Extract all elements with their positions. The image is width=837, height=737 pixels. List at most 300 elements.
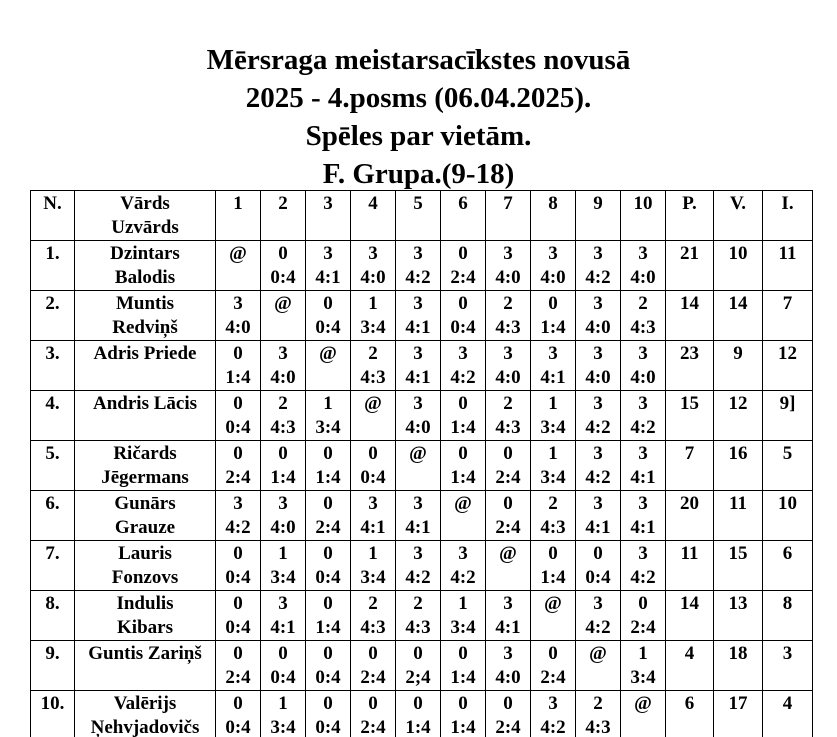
match-cell — [216, 241, 261, 291]
p-value: 4 — [684, 643, 695, 664]
match-points: @ — [589, 643, 607, 664]
row-number-cell — [31, 241, 75, 291]
row-number: 5. — [45, 443, 60, 464]
col-header-n — [31, 191, 75, 241]
match-score: 0:4 — [225, 567, 251, 588]
match-cell — [486, 291, 531, 341]
match-score — [216, 266, 260, 290]
match-score: 0:4 — [450, 317, 476, 338]
player-name-line2 — [75, 366, 215, 390]
match-cell — [261, 341, 306, 391]
match-cell — [531, 691, 576, 737]
player-name-cell — [75, 541, 216, 591]
match-cell — [621, 441, 666, 491]
match-cell — [486, 641, 531, 691]
match-score: 2:4 — [360, 667, 386, 688]
col-header-round-label: 9 — [593, 193, 603, 214]
p-value: 7 — [684, 443, 695, 464]
i-cell — [763, 291, 813, 341]
p-cell — [666, 541, 714, 591]
match-cell — [306, 591, 351, 641]
match-cell — [396, 441, 441, 491]
player-name-cell — [75, 641, 216, 691]
match-points: @ — [544, 593, 562, 614]
match-score: 1:4 — [450, 417, 476, 438]
i-value: 7 — [782, 293, 793, 314]
col-header-name — [75, 191, 216, 241]
player-name-line1: Adris Priede — [93, 343, 197, 364]
match-cell — [486, 691, 531, 737]
match-score: 3:4 — [540, 467, 566, 488]
row-number-cell — [31, 591, 75, 641]
match-cell — [261, 491, 306, 541]
match-points: 2 — [593, 693, 603, 714]
i-value: 12 — [778, 343, 797, 364]
player-name-line1: Muntis — [115, 293, 175, 314]
col-header-round-8 — [531, 191, 576, 241]
match-cell — [486, 391, 531, 441]
match-score: 4:2 — [450, 567, 476, 588]
match-score — [351, 416, 395, 440]
match-score: 4:0 — [405, 417, 431, 438]
col-header-round-4 — [351, 191, 396, 241]
match-points: 3 — [593, 243, 603, 264]
match-score: 1:4 — [270, 467, 296, 488]
match-cell — [441, 641, 486, 691]
match-points: 2 — [503, 393, 513, 414]
match-points: 0 — [323, 543, 333, 564]
match-score: 4:1 — [495, 617, 521, 638]
match-score: 2:4 — [495, 717, 521, 737]
match-score: 2:4 — [630, 617, 656, 638]
match-score: 4:3 — [585, 717, 611, 737]
match-points: 0 — [323, 293, 333, 314]
match-points: 2 — [368, 593, 378, 614]
match-score: 3:4 — [360, 317, 386, 338]
match-score: 2:4 — [225, 467, 251, 488]
match-score: 0:4 — [270, 267, 296, 288]
row-number-cell — [31, 691, 75, 737]
title-line-3: Spēles par vietām. — [305, 120, 532, 152]
match-score: 4:3 — [540, 517, 566, 538]
p-cell — [666, 641, 714, 691]
match-points: 3 — [278, 343, 288, 364]
table-row — [31, 341, 813, 391]
v-cell — [714, 591, 763, 641]
match-points: 0 — [233, 443, 243, 464]
page-title — [0, 41, 837, 193]
p-value: 15 — [680, 393, 699, 414]
table-row — [31, 391, 813, 441]
match-cell — [261, 391, 306, 441]
match-score: 3:4 — [630, 667, 656, 688]
match-cell — [576, 591, 621, 641]
match-score: 3:4 — [315, 417, 341, 438]
player-name-line1: Lauris — [118, 543, 172, 564]
player-name-line2 — [75, 666, 215, 690]
v-value: 11 — [729, 493, 747, 514]
col-header-name-line2: Uzvārds — [111, 217, 179, 238]
match-cell — [531, 491, 576, 541]
match-cell — [216, 691, 261, 737]
player-name-line1: Dzintars — [110, 243, 180, 264]
match-points: @ — [319, 343, 337, 364]
match-points: 0 — [503, 443, 513, 464]
match-cell — [486, 441, 531, 491]
match-cell — [576, 291, 621, 341]
match-cell — [576, 541, 621, 591]
match-score: 4:0 — [585, 317, 611, 338]
match-score — [261, 316, 305, 340]
match-cell — [396, 591, 441, 641]
match-points: 0 — [233, 693, 243, 714]
match-cell — [576, 691, 621, 737]
match-points: @ — [409, 443, 427, 464]
col-header-v-label: V. — [729, 193, 747, 214]
match-points: 0 — [548, 293, 558, 314]
match-cell — [621, 641, 666, 691]
match-score: 0:4 — [225, 717, 251, 737]
match-cell — [621, 291, 666, 341]
row-number: 6. — [45, 493, 60, 514]
row-number-cell — [31, 491, 75, 541]
match-score: 4:1 — [630, 517, 656, 538]
player-name-line1: Guntis Zariņš — [88, 643, 202, 664]
match-cell — [531, 391, 576, 441]
table-row — [31, 591, 813, 641]
table-row — [31, 241, 813, 291]
p-cell — [666, 291, 714, 341]
match-points: @ — [499, 543, 517, 564]
match-points: 2 — [503, 293, 513, 314]
match-points: 0 — [458, 393, 468, 414]
match-points: 0 — [413, 643, 423, 664]
match-cell — [351, 241, 396, 291]
i-value: 4 — [782, 693, 793, 714]
match-score: 1:4 — [450, 717, 476, 737]
match-points: 1 — [548, 393, 558, 414]
match-cell — [441, 591, 486, 641]
match-points: 0 — [368, 643, 378, 664]
match-cell — [531, 441, 576, 491]
row-number: 10. — [40, 693, 65, 714]
player-name-line2: Kibars — [117, 617, 173, 638]
match-cell — [531, 341, 576, 391]
match-score: 4:1 — [405, 367, 431, 388]
match-cell — [261, 591, 306, 641]
match-cell — [396, 391, 441, 441]
match-score: 3:4 — [270, 717, 296, 737]
match-cell — [441, 691, 486, 737]
match-cell — [351, 591, 396, 641]
match-cell — [216, 391, 261, 441]
match-cell — [351, 491, 396, 541]
match-points: 1 — [458, 593, 468, 614]
player-name-cell — [75, 291, 216, 341]
match-score — [441, 516, 485, 540]
p-cell — [666, 591, 714, 641]
col-header-i-label: I. — [781, 193, 794, 214]
player-name-line1: Andris Lācis — [93, 393, 197, 414]
match-cell — [621, 691, 666, 737]
match-cell — [306, 491, 351, 541]
i-value: 11 — [778, 243, 797, 264]
col-header-round-9 — [576, 191, 621, 241]
col-header-round-3 — [306, 191, 351, 241]
match-points: 3 — [593, 293, 603, 314]
match-cell — [576, 341, 621, 391]
table-header — [31, 191, 813, 241]
match-points: 2 — [548, 493, 558, 514]
match-score: 4:1 — [315, 267, 341, 288]
col-header-round-label: 7 — [503, 193, 513, 214]
match-cell — [486, 591, 531, 641]
match-cell — [486, 541, 531, 591]
match-score: 1:4 — [450, 667, 476, 688]
match-points: 1 — [638, 643, 648, 664]
match-points: 0 — [233, 643, 243, 664]
match-cell — [621, 241, 666, 291]
match-points: 1 — [278, 693, 288, 714]
match-points: @ — [454, 493, 472, 514]
i-cell — [763, 641, 813, 691]
table-row — [31, 291, 813, 341]
match-points: 1 — [278, 543, 288, 564]
col-header-round-7 — [486, 191, 531, 241]
match-points: 0 — [323, 643, 333, 664]
match-score — [306, 366, 350, 390]
match-cell — [261, 291, 306, 341]
v-value: 16 — [728, 443, 748, 464]
v-value: 9 — [733, 343, 743, 364]
match-points: 3 — [593, 443, 603, 464]
match-points: 3 — [548, 693, 558, 714]
p-cell — [666, 391, 714, 441]
match-score: 4:1 — [540, 367, 566, 388]
match-score: 4:0 — [270, 367, 296, 388]
match-cell — [396, 291, 441, 341]
match-cell — [306, 341, 351, 391]
row-number: 2. — [45, 293, 60, 314]
player-name-line2: Redviņš — [112, 317, 178, 338]
match-score: 4:2 — [540, 717, 566, 737]
match-score: 1:4 — [540, 317, 566, 338]
match-cell — [216, 441, 261, 491]
match-cell — [216, 641, 261, 691]
match-score — [576, 666, 620, 690]
match-points: 0 — [503, 493, 513, 514]
row-number: 4. — [45, 393, 60, 414]
match-cell — [621, 341, 666, 391]
match-points: 2 — [278, 393, 288, 414]
match-cell — [306, 691, 351, 737]
match-cell — [351, 641, 396, 691]
match-points: 0 — [503, 693, 513, 714]
match-score: 4:0 — [225, 317, 251, 338]
match-cell — [396, 691, 441, 737]
col-header-round-label: 5 — [413, 193, 423, 214]
match-score — [486, 566, 530, 590]
match-cell — [351, 541, 396, 591]
match-cell — [261, 691, 306, 737]
match-points: 0 — [233, 393, 243, 414]
match-points: 0 — [368, 443, 378, 464]
match-points: 2 — [638, 293, 648, 314]
player-name-line2: Jēgermans — [101, 467, 189, 488]
match-points: 1 — [323, 393, 333, 414]
match-points: 3 — [548, 343, 558, 364]
match-score: 2:4 — [315, 517, 341, 538]
i-value: 5 — [782, 443, 793, 464]
col-header-round-label: 4 — [368, 193, 378, 214]
v-cell — [714, 441, 763, 491]
match-score: 4:2 — [630, 417, 656, 438]
match-cell — [396, 541, 441, 591]
match-score: 3:4 — [360, 567, 386, 588]
match-cell — [441, 341, 486, 391]
match-score: 4:1 — [270, 617, 296, 638]
match-points: 3 — [278, 593, 288, 614]
match-points: 3 — [638, 393, 648, 414]
row-number-cell — [31, 291, 75, 341]
player-name-line2 — [75, 416, 215, 440]
col-header-round-label: 6 — [458, 193, 468, 214]
match-cell — [576, 391, 621, 441]
match-points: 3 — [323, 243, 333, 264]
table-row — [31, 541, 813, 591]
match-score: 4:0 — [270, 517, 296, 538]
match-points: 0 — [233, 543, 243, 564]
match-points: 0 — [368, 693, 378, 714]
v-cell — [714, 391, 763, 441]
match-points: 3 — [278, 493, 288, 514]
col-header-p — [666, 191, 714, 241]
v-cell — [714, 341, 763, 391]
match-points: 3 — [503, 593, 513, 614]
match-cell — [261, 241, 306, 291]
match-score: 4:0 — [585, 367, 611, 388]
v-value: 10 — [728, 243, 748, 264]
match-score: 4:2 — [585, 417, 611, 438]
v-value: 12 — [728, 393, 748, 414]
match-points: 3 — [638, 443, 648, 464]
row-number-cell — [31, 391, 75, 441]
match-points: 3 — [368, 493, 378, 514]
row-number: 3. — [45, 343, 60, 364]
i-cell — [763, 241, 813, 291]
col-header-v — [714, 191, 763, 241]
col-header-round-1 — [216, 191, 261, 241]
match-cell — [441, 541, 486, 591]
match-score: 4:1 — [360, 517, 386, 538]
match-cell — [621, 491, 666, 541]
p-value: 23 — [680, 343, 699, 364]
p-cell — [666, 691, 714, 737]
p-value: 21 — [680, 243, 699, 264]
match-points: 0 — [278, 243, 288, 264]
match-cell — [216, 491, 261, 541]
match-score — [531, 616, 575, 640]
i-cell — [763, 591, 813, 641]
match-cell — [396, 241, 441, 291]
player-name-line2: Fonzovs — [111, 567, 179, 588]
player-name-line2: Grauze — [114, 517, 176, 538]
match-score: 4:2 — [585, 617, 611, 638]
match-cell — [351, 691, 396, 737]
i-cell — [763, 341, 813, 391]
col-header-round-label: 1 — [233, 193, 243, 214]
match-cell — [576, 641, 621, 691]
match-cell — [621, 591, 666, 641]
row-number-cell — [31, 341, 75, 391]
match-cell — [306, 641, 351, 691]
match-points: 0 — [233, 593, 243, 614]
match-points: 0 — [458, 693, 468, 714]
match-points: 0 — [638, 593, 648, 614]
i-value: 9] — [779, 393, 796, 414]
player-name-cell — [75, 391, 216, 441]
match-points: 0 — [413, 693, 423, 714]
player-name-line1: Ričards — [113, 443, 177, 464]
v-value: 18 — [728, 643, 748, 664]
match-points: 3 — [233, 493, 243, 514]
title-line-4: F. Grupa.(9-18) — [322, 158, 515, 190]
p-value: 11 — [680, 543, 699, 564]
match-points: 3 — [368, 243, 378, 264]
match-points: 0 — [458, 293, 468, 314]
i-value: 10 — [778, 493, 797, 514]
match-points: 3 — [458, 343, 468, 364]
match-cell — [441, 391, 486, 441]
match-cell — [351, 291, 396, 341]
match-points: 0 — [458, 243, 468, 264]
match-points: @ — [229, 243, 247, 264]
match-score: 4:2 — [225, 517, 251, 538]
match-cell — [216, 591, 261, 641]
match-cell — [306, 541, 351, 591]
v-cell — [714, 691, 763, 737]
match-cell — [306, 291, 351, 341]
match-cell — [306, 391, 351, 441]
v-value: 14 — [728, 293, 748, 314]
match-points: 3 — [593, 593, 603, 614]
match-cell — [531, 641, 576, 691]
match-score: 2;4 — [405, 667, 431, 688]
match-score: 1:4 — [315, 467, 341, 488]
title-line-1: Mērsraga meistarsacīkstes novusā — [206, 44, 631, 76]
v-value: 13 — [728, 593, 748, 614]
col-header-round-5 — [396, 191, 441, 241]
match-cell — [261, 641, 306, 691]
match-score: 3:4 — [540, 417, 566, 438]
match-points: 3 — [413, 293, 423, 314]
match-score: 0:4 — [315, 717, 341, 737]
match-score: 4:2 — [585, 267, 611, 288]
v-cell — [714, 541, 763, 591]
match-score: 3:4 — [450, 617, 476, 638]
match-score: 0:4 — [225, 617, 251, 638]
table-row — [31, 491, 813, 541]
match-cell — [396, 341, 441, 391]
match-points: 2 — [413, 593, 423, 614]
match-cell — [621, 391, 666, 441]
match-score: 4:1 — [405, 317, 431, 338]
col-header-round-label: 2 — [278, 193, 288, 214]
match-points: 3 — [233, 293, 243, 314]
match-score: 4:3 — [405, 617, 431, 638]
match-cell — [396, 641, 441, 691]
i-value: 6 — [782, 543, 793, 564]
